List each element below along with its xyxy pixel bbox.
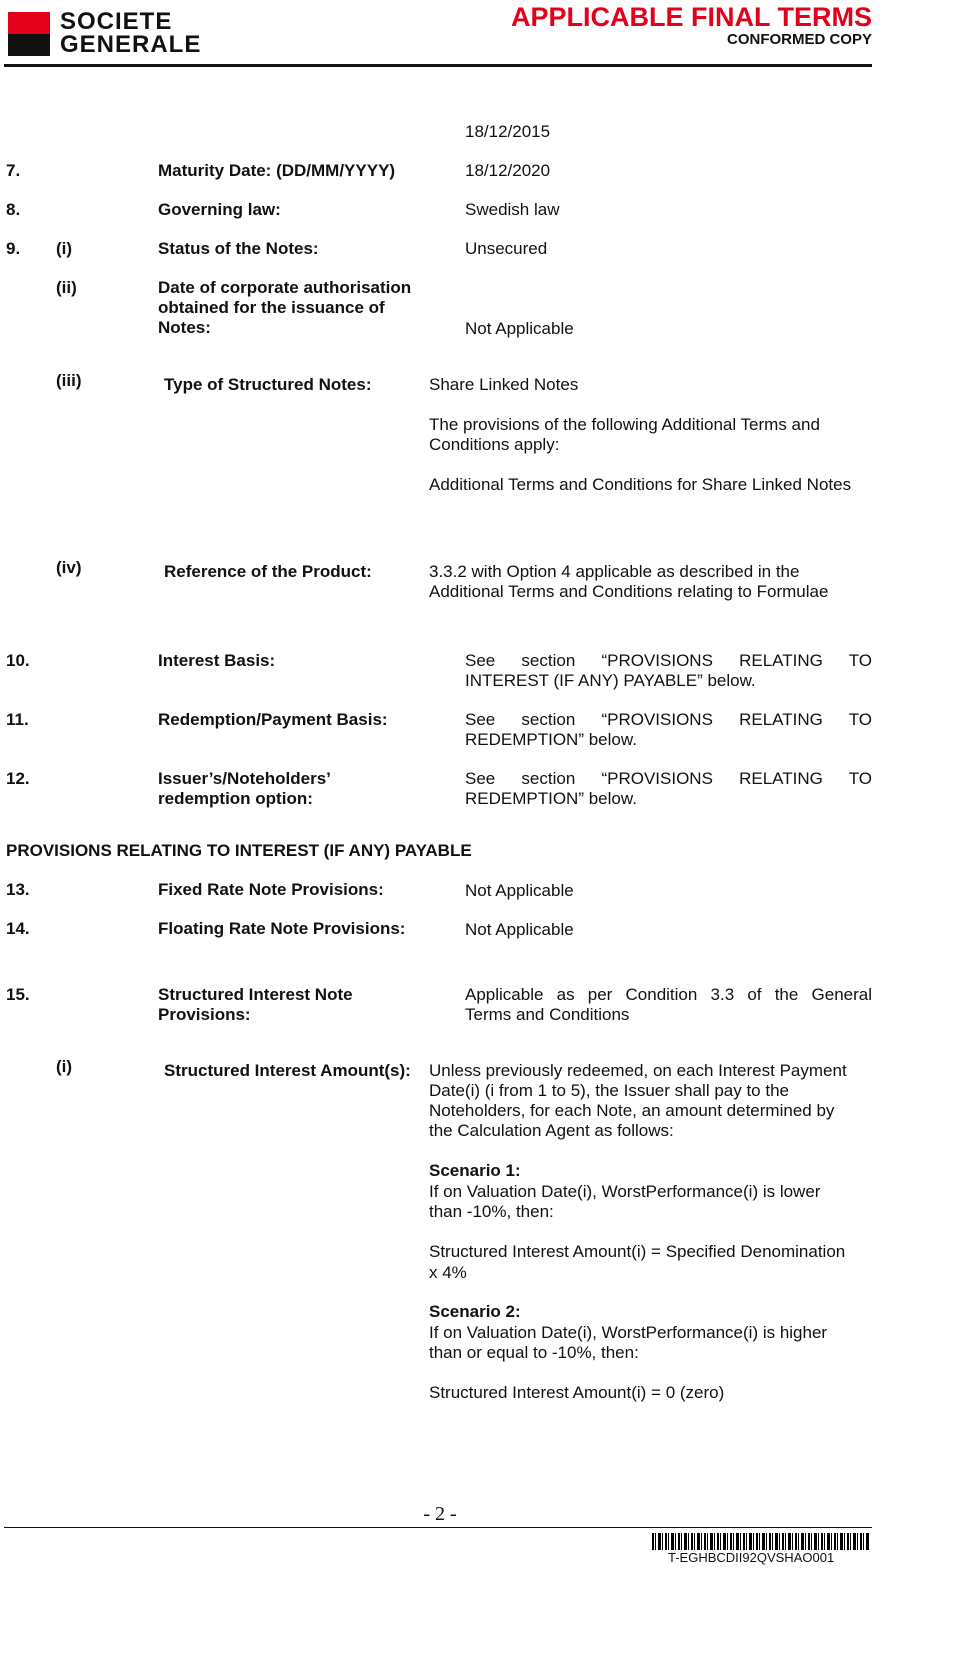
structured-interest-label-1: Structured Interest Note bbox=[158, 985, 353, 1004]
additional-terms-paragraph-1: The provisions of the following Additional Terms and bbox=[429, 415, 820, 434]
maturity-date-label: Maturity Date: (DD/MM/YYYY) bbox=[158, 161, 396, 180]
product-reference-value-2: Additional Terms and Conditions relating to Formulae bbox=[429, 582, 829, 601]
scenario-2-title: Scenario 2: bbox=[429, 1302, 521, 1321]
logo-line2: GENERALE bbox=[60, 31, 202, 58]
status-of-notes-value: Unsecured bbox=[465, 239, 548, 258]
logo-line1: SOCIETE bbox=[60, 8, 173, 35]
corporate-authorisation-label-1: Date of corporate authorisation bbox=[158, 278, 412, 297]
redemption-option-label-1: Issuer’s/Noteholders’ bbox=[158, 769, 331, 788]
item-12-number: 12. bbox=[6, 769, 30, 788]
interest-basis-value-2: INTEREST (IF ANY) PAYABLE” below. bbox=[465, 671, 756, 690]
scenario-1-formula-2: x 4% bbox=[429, 1263, 467, 1282]
document-subtitle: CONFORMED COPY bbox=[726, 31, 872, 48]
barcode bbox=[652, 1533, 870, 1550]
floating-rate-label: Floating Rate Note Provisions: bbox=[158, 919, 406, 938]
structured-interest-text-1: Unless previously redeemed, on each Interest Payment bbox=[429, 1061, 847, 1080]
item-9-sub-ii: (ii) bbox=[56, 278, 77, 297]
governing-law-label: Governing law: bbox=[158, 200, 281, 219]
footer-rule bbox=[4, 1527, 872, 1528]
product-reference-value-1: 3.3.2 with Option 4 applicable as described in the bbox=[429, 562, 800, 581]
structured-interest-value-1: Applicable as per Condition 3.3 of the General bbox=[465, 985, 872, 1004]
structured-interest-text-3: Noteholders, for each Note, an amount determined by bbox=[429, 1101, 835, 1120]
scenario-1-formula-1: Structured Interest Amount(i) = Specified Denomination bbox=[429, 1242, 846, 1261]
interest-basis-label: Interest Basis: bbox=[158, 651, 276, 670]
item-7-number: 7. bbox=[6, 161, 21, 180]
redemption-basis-label: Redemption/Payment Basis: bbox=[158, 710, 388, 729]
redemption-option-value-2: REDEMPTION” below. bbox=[465, 789, 637, 808]
item-9-sub-iv: (iv) bbox=[56, 558, 82, 577]
interest-basis-value-1: See section “PROVISIONS RELATING TO bbox=[465, 651, 872, 670]
fixed-rate-label: Fixed Rate Note Provisions: bbox=[158, 880, 384, 899]
redemption-option-value-1: See section “PROVISIONS RELATING TO bbox=[465, 769, 872, 788]
additional-terms-paragraph-2: Conditions apply: bbox=[429, 435, 560, 454]
product-reference-label: Reference of the Product: bbox=[164, 562, 372, 581]
section-heading-interest: PROVISIONS RELATING TO INTEREST (IF ANY) PAYABLE bbox=[6, 841, 472, 860]
item-9-number: 9. bbox=[6, 239, 21, 258]
corporate-authorisation-label-2: obtained for the issuance of bbox=[158, 298, 385, 317]
item-15-sub-i: (i) bbox=[56, 1057, 73, 1076]
structured-interest-amount-label: Structured Interest Amount(s): bbox=[164, 1061, 411, 1080]
item-8-number: 8. bbox=[6, 200, 21, 219]
logo-red-square bbox=[8, 12, 50, 34]
scenario-1-title: Scenario 1: bbox=[429, 1161, 521, 1180]
fixed-rate-value: Not Applicable bbox=[465, 881, 574, 900]
structured-interest-text-4: the Calculation Agent as follows: bbox=[429, 1121, 674, 1140]
structured-interest-text-2: Date(i) (i from 1 to 5), the Issuer shall pay to the bbox=[429, 1081, 789, 1100]
item-10-number: 10. bbox=[6, 651, 30, 670]
corporate-authorisation-value: Not Applicable bbox=[465, 319, 574, 338]
item-13-number: 13. bbox=[6, 880, 30, 899]
scenario-2-condition-1: If on Valuation Date(i), WorstPerformance(i) is higher bbox=[429, 1323, 828, 1342]
document-title: APPLICABLE FINAL TERMS bbox=[510, 2, 872, 32]
page-number: - 2 - bbox=[423, 1503, 457, 1525]
redemption-basis-value-2: REDEMPTION” below. bbox=[465, 730, 637, 749]
scenario-2-formula: Structured Interest Amount(i) = 0 (zero) bbox=[429, 1383, 725, 1402]
maturity-date-value: 18/12/2020 bbox=[465, 161, 551, 180]
structured-interest-label-2: Provisions: bbox=[158, 1005, 251, 1024]
scenario-1-condition-1: If on Valuation Date(i), WorstPerformance(i) is lower bbox=[429, 1182, 821, 1201]
redemption-basis-value-1: See section “PROVISIONS RELATING TO bbox=[465, 710, 872, 729]
item-15-number: 15. bbox=[6, 985, 30, 1004]
item-9-sub-i: (i) bbox=[56, 239, 73, 258]
structured-notes-type-label: Type of Structured Notes: bbox=[164, 375, 372, 394]
issue-date-value: 18/12/2015 bbox=[465, 122, 551, 141]
societe-generale-logo bbox=[8, 8, 228, 58]
redemption-option-label-2: redemption option: bbox=[158, 789, 313, 808]
structured-interest-value-2: Terms and Conditions bbox=[465, 1005, 630, 1024]
status-of-notes-label: Status of the Notes: bbox=[158, 239, 319, 258]
corporate-authorisation-label-3: Notes: bbox=[158, 318, 211, 337]
governing-law-value: Swedish law bbox=[465, 200, 560, 219]
item-11-number: 11. bbox=[6, 710, 29, 729]
floating-rate-value: Not Applicable bbox=[465, 920, 574, 939]
document-code: T-EGHBCDII92QVSHAO001 bbox=[668, 1550, 835, 1565]
structured-notes-type-value: Share Linked Notes bbox=[429, 375, 579, 394]
item-14-number: 14. bbox=[6, 919, 30, 938]
item-9-sub-iii: (iii) bbox=[56, 371, 82, 390]
scenario-2-condition-2: than or equal to -10%, then: bbox=[429, 1343, 639, 1362]
logo-black-square bbox=[8, 34, 50, 56]
additional-terms-share-linked: Additional Terms and Conditions for Share Linked Notes bbox=[429, 475, 852, 494]
header-rule bbox=[4, 64, 872, 67]
scenario-1-condition-2: than -10%, then: bbox=[429, 1202, 554, 1221]
